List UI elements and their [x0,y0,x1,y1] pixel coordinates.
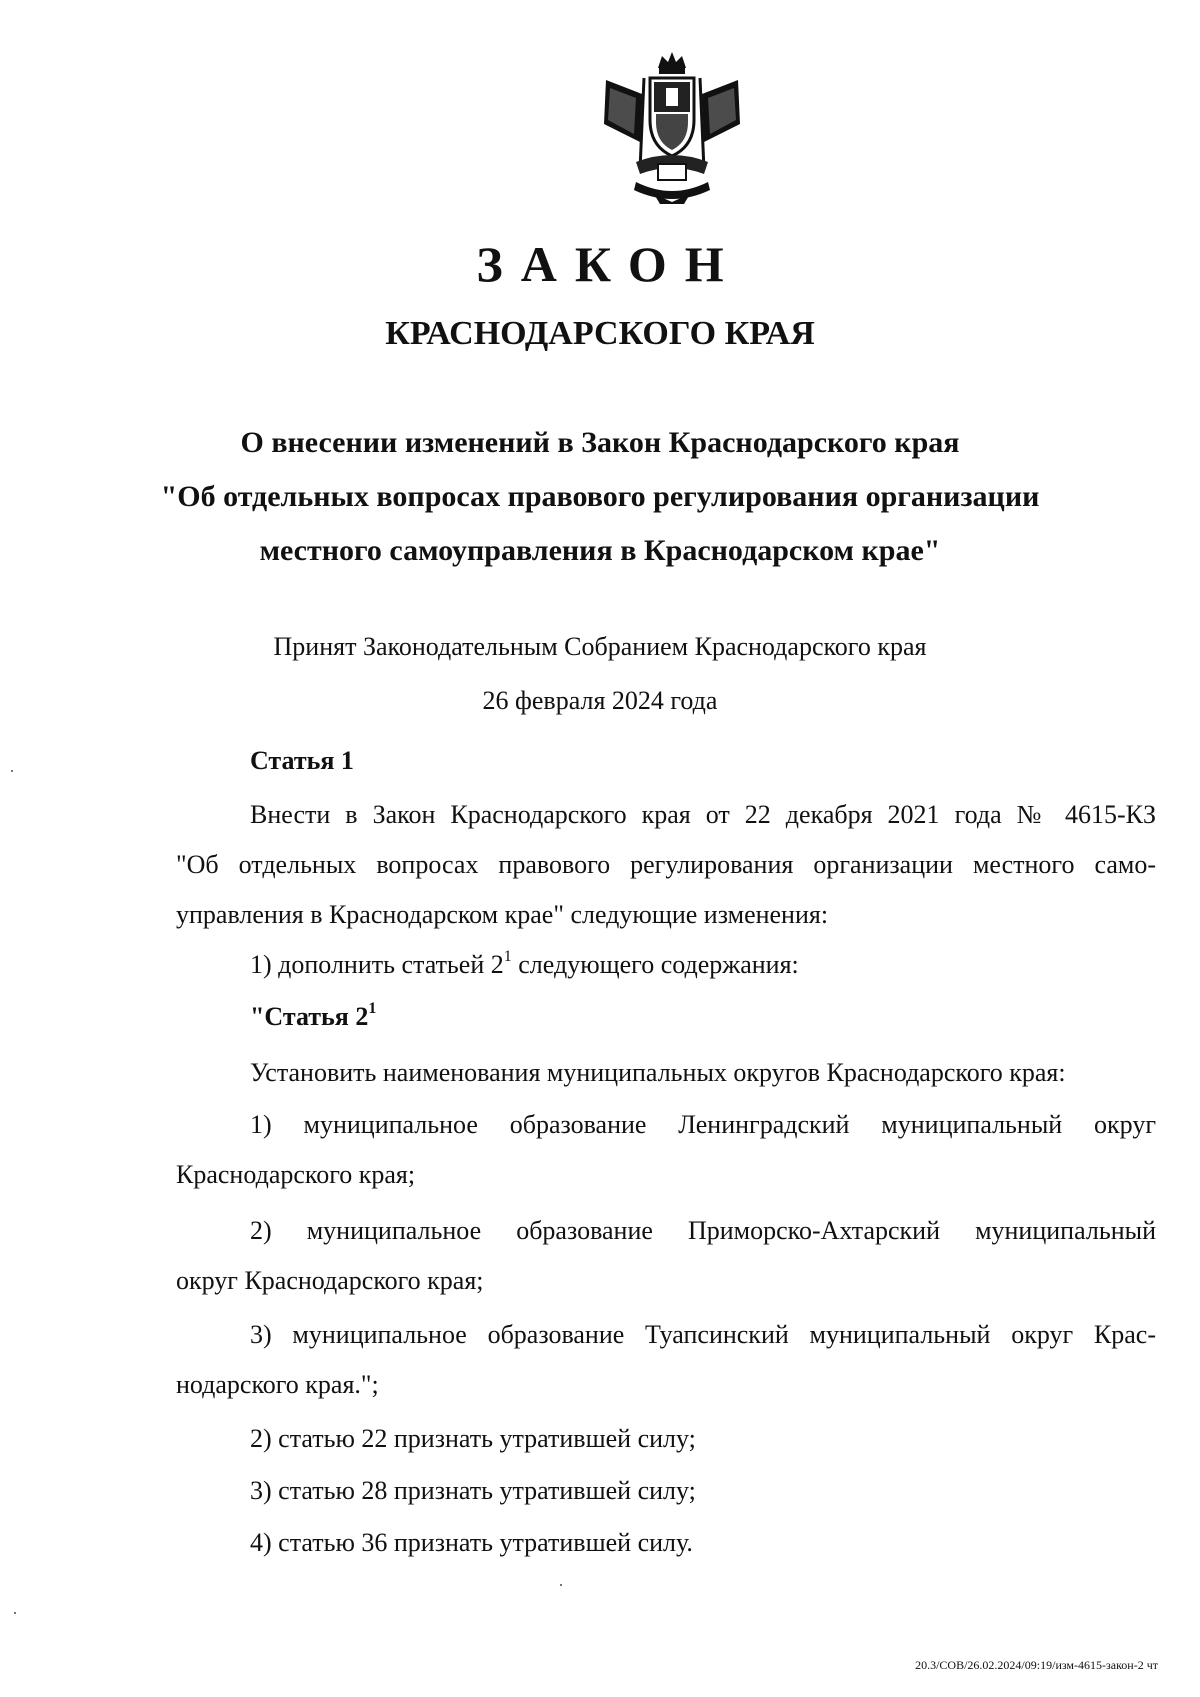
sub-2-line-1: 2) муниципальное образование Приморско-Ахтарский муниципальный [250,1216,1156,1245]
item-4 [176,1518,1156,1568]
document-registration-code: 20.3/СОВ/26.02.2024/09:19/изм-4615-закон-2 чт [915,1658,1158,1672]
sub-item-1 [176,1100,1156,1200]
quoted-title-text: "Статья 2 [250,1002,369,1031]
sub-item-3 [176,1310,1156,1410]
item-1 [176,940,1156,990]
article-1-intro [176,790,1156,940]
heading-line-3: местного самоуправления в Краснодарском крае" [259,534,941,567]
item-2 [176,1414,1156,1464]
intro-line-1: Внести в Закон Краснодарского края от 22 декабря 2021 года № 4615-КЗ [250,800,1156,829]
intro-line-2: "Об отдельных вопросах правового регулирования организации местного само- [176,850,1156,879]
set-names [176,1048,1156,1098]
intro-line-3: управления в Краснодарском крае" следующие изменения: [176,900,829,929]
scan-speck [14,1612,16,1614]
adoption-date: 26 февраля 2024 года [482,686,718,715]
sub-1-line-1: 1) муниципальное образование Ленинградский муниципальный округ [250,1110,1156,1139]
law-heading [0,416,1200,578]
item-1-sup: 1 [503,948,512,966]
sub-2-line-2: округ Краснодарского края; [176,1266,484,1295]
krasnodar-coat-of-arms-icon [596,50,748,206]
item-4-text: 4) статью 36 признать утратившей силу. [250,1528,693,1557]
heading-line-2: "Об отдельных вопросах правового регулирования организации [160,480,1040,513]
scan-speck [11,770,13,772]
set-names-text: Установить наименования муниципальных округов Краснодарского края: [250,1058,1066,1087]
quoted-title-sup: 1 [368,1000,377,1018]
adoption-line-1: Принят Законодательным Собранием Краснодарского края [273,632,927,661]
sub-item-2 [176,1206,1156,1306]
scan-speck [560,1584,562,1586]
document-subtitle: КРАСНОДАРСКОГО КРАЯ [385,315,815,352]
sub-3-line-1: 3) муниципальное образование Туапсинский муниципальный округ Крас- [250,1320,1156,1349]
sub-1-line-2: Краснодарского края; [176,1160,416,1189]
article-1-title: Статья 1 [250,746,354,775]
item-3 [176,1466,1156,1516]
item-2-text: 2) статью 22 признать утратившей силу; [250,1424,696,1453]
heading-line-1: О внесении изменений в Закон Краснодарского края [240,426,960,459]
document-title: ЗАКОН [476,236,742,292]
sub-3-line-2: нодарского края."; [176,1370,379,1399]
adoption-note [0,620,1200,728]
item-1-tail: следующего содержания: [511,950,799,979]
item-1-text: 1) дополнить статьей 2 [250,950,504,979]
quoted-article-title [176,992,1156,1042]
item-3-text: 3) статью 28 признать утратившей силу; [250,1476,696,1505]
